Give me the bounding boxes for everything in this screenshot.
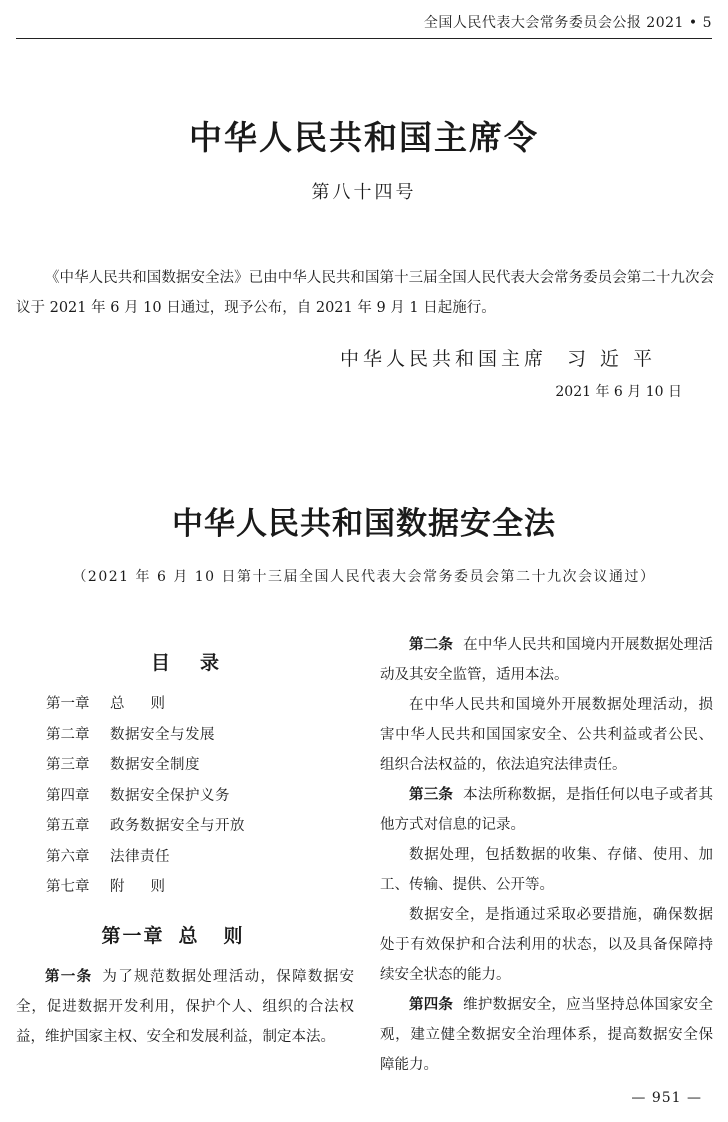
order-number: 第八十四号	[311, 182, 417, 203]
page-number: — 951 —	[631, 1090, 702, 1106]
toc-title: 法律责任	[110, 848, 170, 865]
article-2-paragraph: 在中华人民共和国境外开展数据处理活动，损害中华人民共和国国家安全、公共利益或者公民、组织合法权益的，依法追究法律责任。	[380, 697, 713, 773]
toc-heading: 目录	[150, 652, 249, 674]
signatory	[340, 344, 666, 371]
article-text: 为了规范数据处理活动，保障数据安全，促进数据开发利用，保护个人、组织的合法权益，维护国家主权、安全和发展利益，制定本法。	[16, 968, 355, 1045]
left-column	[16, 630, 354, 1052]
gazette-header-text: 全国人民代表大会常务委员会公报 2021 • 5	[423, 15, 712, 31]
article-4	[380, 990, 713, 1080]
toc-chapter: 第一章	[46, 696, 90, 712]
chapter-number: 第一章	[101, 924, 165, 947]
article-3-paragraph: 数据安全，是指通过采取必要措施，确保数据处于有效保护和合法利用的状态，以及具备保障持续安全状态的能力。	[380, 907, 713, 983]
toc-item	[16, 872, 354, 903]
toc-title: 数据安全保护义务	[110, 787, 230, 804]
toc-chapter: 第五章	[46, 818, 90, 834]
article-2	[380, 630, 713, 690]
law-subtitle: （2021 年 6 月 10 日第十三届全国人民代表大会常务委员会第二十九次会议通过）	[72, 569, 656, 585]
article-label: 第四条	[409, 996, 454, 1013]
toc-title: 数据安全制度	[110, 757, 200, 773]
article-text: 维护数据安全，应当坚持总体国家安全观，建立健全数据安全治理体系，提高数据安全保障能力。	[380, 997, 714, 1073]
article-3	[380, 780, 713, 840]
article-1	[16, 962, 354, 1052]
order-body: 《中华人民共和国数据安全法》已由中华人民共和国第十三届全国人民代表大会常务委员会第二十九次会议于 2021 年 6 月 10 日通过，现予公布，自 2021 年 9 月 1 日起施行。	[16, 269, 714, 316]
article-label: 第二条	[409, 636, 454, 653]
toc-title: 附则	[110, 879, 191, 895]
toc-chapter: 第四章	[46, 787, 90, 804]
toc-chapter: 第七章	[46, 879, 90, 895]
signatory-name: 习近平	[567, 348, 667, 370]
article-text: 本法所称数据，是指任何以电子或者其他方式对信息的记录。	[380, 787, 714, 833]
toc-item	[16, 842, 354, 873]
toc-title: 政务数据安全与开放	[110, 818, 245, 834]
chapter-title: 总则	[178, 924, 269, 947]
toc-item	[16, 720, 354, 751]
toc-item	[16, 689, 354, 720]
toc-item	[16, 781, 354, 812]
article-3-paragraph: 数据处理，包括数据的收集、存储、使用、加工、传输、提供、公开等。	[380, 847, 713, 893]
toc-chapter: 第二章	[46, 726, 90, 743]
article-label: 第一条	[45, 967, 93, 985]
article-text: 在中华人民共和国境内开展数据处理活动及其安全监管，适用本法。	[380, 637, 714, 683]
toc-item	[16, 750, 354, 781]
toc-chapter: 第六章	[46, 848, 90, 865]
article-label: 第三条	[409, 786, 454, 803]
gazette-header	[16, 0, 712, 39]
toc-item	[16, 811, 354, 842]
toc-chapter: 第三章	[46, 757, 90, 773]
toc-title: 总则	[110, 696, 191, 712]
right-column	[380, 630, 713, 1080]
signing-date: 2021 年 6 月 10 日	[555, 384, 682, 400]
signatory-title: 中华人民共和国主席	[340, 348, 548, 370]
chapter-heading	[16, 921, 354, 948]
law-title: 中华人民共和国数据安全法	[172, 506, 556, 542]
order-title: 中华人民共和国主席令	[189, 118, 539, 157]
table-of-contents	[16, 689, 354, 903]
toc-title: 数据安全与发展	[110, 726, 215, 743]
